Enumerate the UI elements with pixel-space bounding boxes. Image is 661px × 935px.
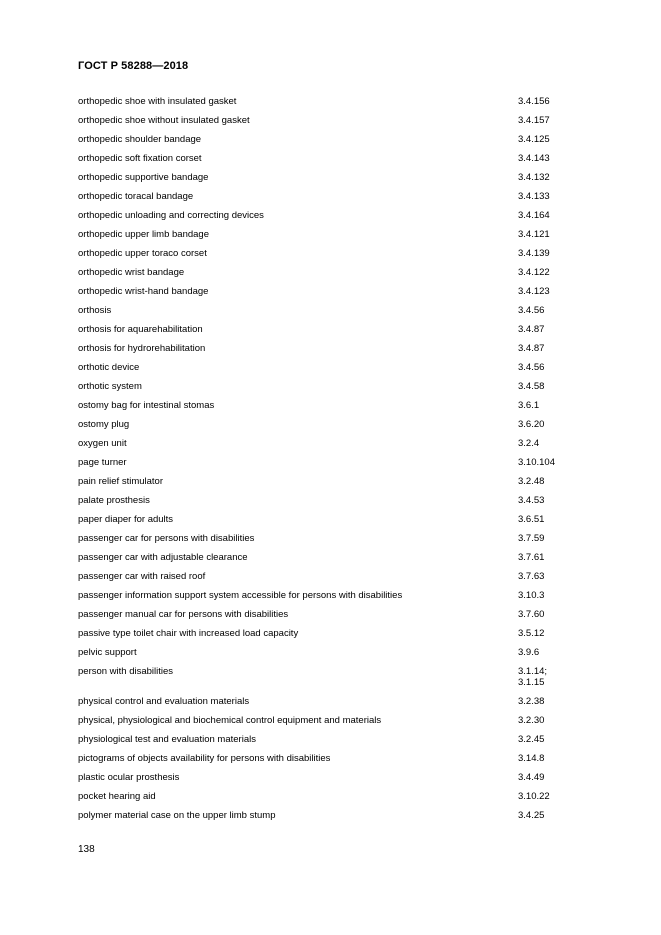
index-entry [78, 96, 598, 115]
index-reference: 3.4.87 [518, 324, 545, 335]
index-reference: 3.4.157 [518, 115, 550, 126]
index-reference: 3.6.20 [518, 419, 545, 430]
index-reference: 3.4.58 [518, 381, 545, 392]
index-reference: 3.10.104 [518, 457, 555, 468]
index-term: passenger manual car for persons with disabilities [78, 609, 289, 620]
index-reference: 3.2.48 [518, 476, 545, 487]
index-reference: 3.10.22 [518, 791, 550, 802]
index-term: passenger car for persons with disabilities [78, 533, 255, 544]
index-term: orthotic device [78, 362, 140, 373]
index-reference: 3.7.59 [518, 533, 545, 544]
index-term: orthopedic unloading and correcting devices [78, 210, 264, 221]
index-entry [78, 229, 598, 248]
index-reference: 3.4.56 [518, 305, 545, 316]
index-term: passenger information support system accessible for persons with disabilities [78, 590, 403, 601]
index-reference: 3.2.45 [518, 734, 545, 745]
index-entry [78, 362, 598, 381]
index-entry [78, 791, 598, 810]
index-reference: 3.5.12 [518, 628, 545, 639]
index-term: paper diaper for adults [78, 514, 174, 525]
index-entry [78, 267, 598, 286]
index-term: orthopedic wrist bandage [78, 267, 185, 278]
index-reference: 3.4.49 [518, 772, 545, 783]
index-term: passive type toilet chair with increased load capacity [78, 628, 299, 639]
index-entry [78, 172, 598, 191]
index-reference: 3.2.4 [518, 438, 540, 449]
index-term: orthopedic toracal bandage [78, 191, 194, 202]
index-reference: 3.4.25 [518, 810, 545, 821]
index-reference: 3.4.56 [518, 362, 545, 373]
index-term: oxygen unit [78, 438, 127, 449]
index-term: polymer material case on the upper limb stump [78, 810, 276, 821]
index-entry [78, 666, 598, 696]
index-reference: 3.4.139 [518, 248, 550, 259]
index-reference: 3.9.6 [518, 647, 540, 658]
index-entry [78, 457, 598, 476]
index-reference: 3.4.156 [518, 96, 550, 107]
index-reference: 3.4.87 [518, 343, 545, 354]
index-term: orthopedic shoe without insulated gasket [78, 115, 250, 126]
index-entry [78, 734, 598, 753]
index-term: pictograms of objects availability for persons with disabilities [78, 753, 331, 764]
index-term: orthopedic shoulder bandage [78, 134, 202, 145]
index-term: physical, physiological and biochemical control equipment and materials [78, 715, 382, 726]
index-term: physical control and evaluation materials [78, 696, 250, 707]
index-term: orthosis for hydrorehabilitation [78, 343, 206, 354]
index-entry [78, 609, 598, 628]
index-entry [78, 533, 598, 552]
index-reference: 3.4.143 [518, 153, 550, 164]
index-entry [78, 419, 598, 438]
page-number: 138 [78, 844, 95, 855]
index-entry [78, 400, 598, 419]
index-entry [78, 810, 598, 829]
index-reference: 3.4.164 [518, 210, 550, 221]
index-reference: 3.4.122 [518, 267, 550, 278]
index-term: passenger car with raised roof [78, 571, 206, 582]
index-entry [78, 210, 598, 229]
index-reference: 3.7.63 [518, 571, 545, 582]
document-header: ГОСТ Р 58288—2018 [78, 60, 189, 72]
index-reference: 3.6.51 [518, 514, 545, 525]
index-entry [78, 571, 598, 590]
index-term: person with disabilities [78, 666, 174, 677]
index-term: pain relief stimulator [78, 476, 164, 487]
index-reference: 3.10.3 [518, 590, 545, 601]
index-term: orthopedic upper limb bandage [78, 229, 209, 240]
index-reference: 3.4.53 [518, 495, 545, 506]
index-reference: 3.4.121 [518, 229, 550, 240]
index-entry [78, 552, 598, 571]
index-reference: 3.2.30 [518, 715, 545, 726]
index-entry [78, 628, 598, 647]
term-index-list [78, 96, 598, 829]
index-term: orthopedic soft fixation corset [78, 153, 202, 164]
index-entry [78, 438, 598, 457]
index-reference: 3.4.125 [518, 134, 550, 145]
index-reference: 3.4.132 [518, 172, 550, 183]
index-entry [78, 305, 598, 324]
index-term: physiological test and evaluation materials [78, 734, 256, 745]
index-entry [78, 476, 598, 495]
index-entry [78, 647, 598, 666]
index-entry [78, 134, 598, 153]
index-term: ostomy bag for intestinal stomas [78, 400, 215, 411]
index-entry [78, 753, 598, 772]
index-entry [78, 696, 598, 715]
index-term: orthosis [78, 305, 112, 316]
index-reference: 3.7.61 [518, 552, 545, 563]
index-term: pocket hearing aid [78, 791, 156, 802]
index-term: orthosis for aquarehabilitation [78, 324, 203, 335]
index-entry [78, 115, 598, 134]
index-entry [78, 590, 598, 609]
index-term: ostomy plug [78, 419, 130, 430]
index-term: orthopedic upper toraco corset [78, 248, 207, 259]
index-term: page turner [78, 457, 127, 468]
index-reference: 3.1.14; 3.1.15 [518, 666, 548, 688]
index-reference: 3.7.60 [518, 609, 545, 620]
index-entry [78, 381, 598, 400]
index-entry [78, 191, 598, 210]
index-term: plastic ocular prosthesis [78, 772, 180, 783]
index-entry [78, 343, 598, 362]
index-term: passenger car with adjustable clearance [78, 552, 248, 563]
index-reference: 3.6.1 [518, 400, 540, 411]
index-entry [78, 772, 598, 791]
index-entry [78, 153, 598, 172]
index-entry [78, 514, 598, 533]
index-reference: 3.14.8 [518, 753, 545, 764]
index-term: orthotic system [78, 381, 142, 392]
index-term: orthopedic shoe with insulated gasket [78, 96, 237, 107]
index-term: pelvic support [78, 647, 137, 658]
index-term: orthopedic wrist-hand bandage [78, 286, 209, 297]
index-term: palate prosthesis [78, 495, 150, 506]
index-entry [78, 248, 598, 267]
index-reference: 3.4.133 [518, 191, 550, 202]
index-entry [78, 286, 598, 305]
index-entry [78, 715, 598, 734]
index-reference: 3.4.123 [518, 286, 550, 297]
index-entry [78, 324, 598, 343]
index-entry [78, 495, 598, 514]
index-term: orthopedic supportive bandage [78, 172, 209, 183]
index-reference: 3.2.38 [518, 696, 545, 707]
